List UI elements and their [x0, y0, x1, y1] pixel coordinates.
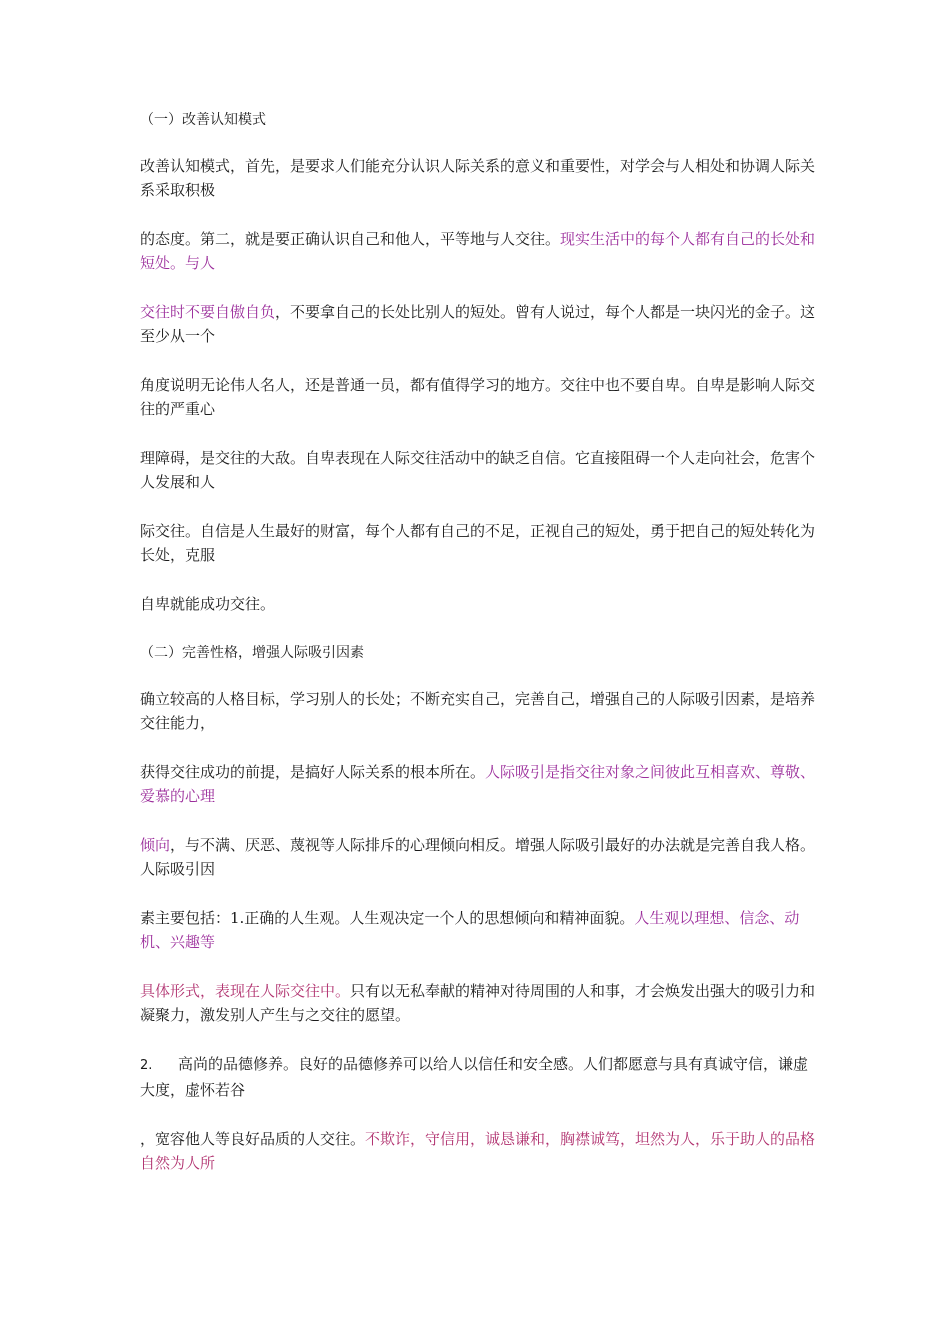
- highlighted-text: 人际吸引是指交往对象之间彼此互相喜欢、尊敬、爱慕的心理: [140, 763, 816, 805]
- text: ，不要拿自己的长处比别人的短处。曾有人说过，每个人都是一块闪光的金子。这至少从一个: [140, 303, 816, 345]
- paragraph: [140, 1127, 820, 1175]
- text: 际交往。自信是人生最好的财富，每个人都有自己的不足，正视自己的短处，勇于把自己的短处转化为长处，克服: [140, 522, 816, 564]
- highlighted-text: 现实生活中的每个人都有自己的长处和短处。与人: [140, 230, 816, 272]
- text: 确立较高的人格目标，学习别人的长处；不断充实自己，完善自己，增强自己的人际吸引因素，是培养交往能力，: [140, 690, 816, 732]
- highlighted-text: 交往时不要自傲自负: [140, 303, 276, 321]
- paragraph: [140, 906, 820, 954]
- list-item: [140, 1052, 820, 1102]
- paragraph: [140, 833, 820, 881]
- paragraph: [140, 687, 820, 735]
- text: 获得交往成功的前提，是搞好人际关系的根本所在。: [140, 763, 486, 781]
- paragraph: [140, 519, 820, 567]
- text: 角度说明无论伟人名人，还是普通一员，都有值得学习的地方。交往中也不要自卑。自卑是影响人际交往的严重心: [140, 376, 816, 418]
- text: 自卑就能成功交往。: [140, 595, 276, 613]
- text: ，与不满、厌恶、蔑视等人际排斥的心理倾向相反。增强人际吸引最好的办法就是完善自我人格。人际吸引因: [140, 836, 816, 878]
- document-page: [140, 108, 820, 1200]
- text: ，宽容他人等良好品质的人交往。: [140, 1130, 366, 1148]
- text: 素主要包括：1.正确的人生观。人生观决定一个人的思想倾向和精神面貌。: [140, 909, 635, 927]
- highlighted-text: 不欺诈，守信用，诚恳谦和，胸襟诚笃，坦然为人，乐于助人的品格自然为人所: [140, 1130, 816, 1172]
- paragraph: [140, 373, 820, 421]
- paragraph: [140, 300, 820, 348]
- section-heading-2: （二）完善性格，增强人际吸引因素: [140, 645, 364, 661]
- text: 高尚的品德修养。良好的品德修养可以给人以信任和安全感。人们都愿意与具有真诚守信，谦虚大度，虚怀若谷: [140, 1055, 809, 1099]
- highlighted-text: 具体形式，表现在人际交往中。: [140, 982, 351, 1000]
- highlighted-text: 人生观以理想、信念、动机、兴趣等: [140, 909, 800, 951]
- text: 的态度。第二，就是要正确认识自己和他人，平等地与人交往。: [140, 230, 561, 248]
- text: 改善认知模式，首先，是要求人们能充分认识人际关系的意义和重要性，对学会与人相处和协调人际关系采取积极: [140, 157, 816, 199]
- paragraph: [140, 979, 820, 1027]
- list-number: 2.: [140, 1058, 153, 1073]
- section-heading-1: （一）改善认知模式: [140, 112, 266, 128]
- highlighted-text: 倾向: [140, 836, 171, 854]
- paragraph: [140, 154, 820, 202]
- paragraph: [140, 227, 820, 275]
- text: 理障碍，是交往的大敌。自卑表现在人际交往活动中的缺乏自信。它直接阻碍一个人走向社会，危害个人发展和人: [140, 449, 816, 491]
- paragraph: [140, 592, 820, 616]
- paragraph: [140, 446, 820, 494]
- paragraph: [140, 760, 820, 808]
- text: 只有以无私奉献的精神对待周围的人和事，才会焕发出强大的吸引力和凝聚力，激发别人产生与之交往的愿望。: [140, 982, 816, 1024]
